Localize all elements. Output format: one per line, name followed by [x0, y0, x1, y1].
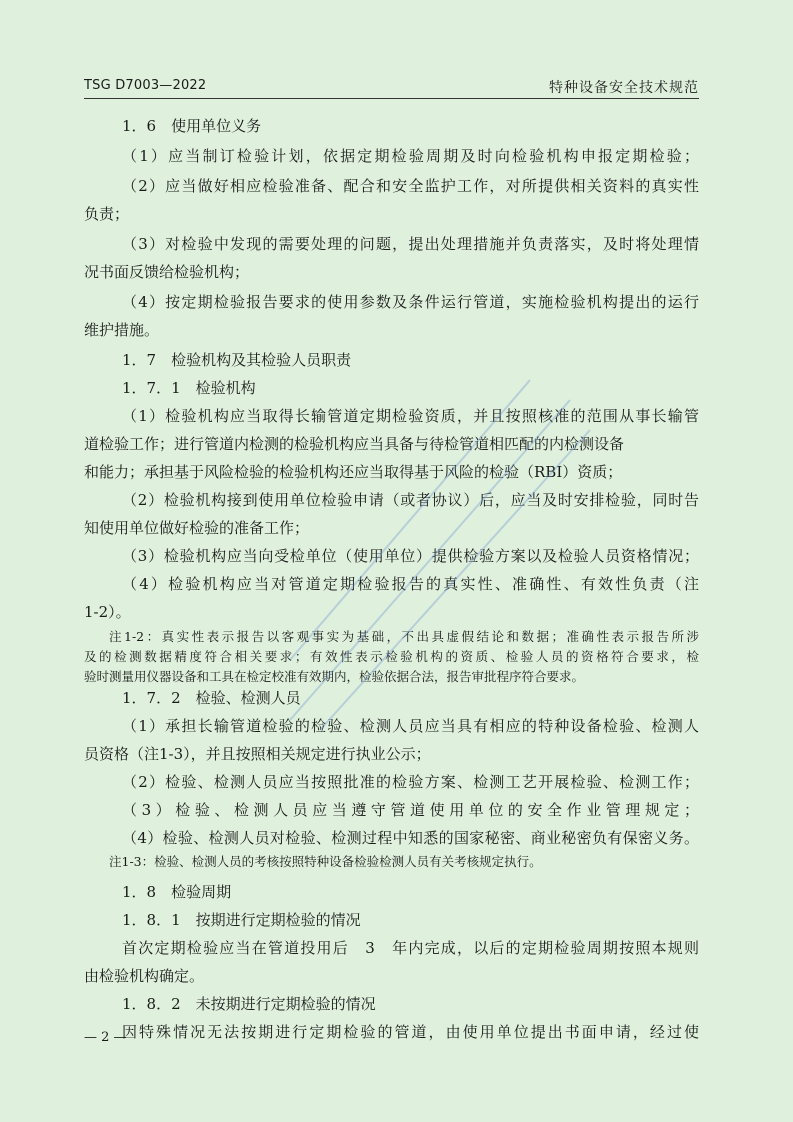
paragraph-line: （2）检验机构接到使用单位检验申请（或者协议）后，应当及时安排检验，同时告: [122, 491, 699, 509]
section-heading: 1．7 检验机构及其检验人员职责: [122, 351, 352, 369]
note-line: 注1-3：检验、检测人员的考核按照特种设备检验检测人员有关考核规定执行。: [109, 854, 542, 869]
paragraph-line: 由检验机构确定。: [84, 967, 205, 985]
section-heading: 1．8．2 未按期进行定期检验的情况: [122, 995, 376, 1013]
section-heading: 1．8．1 按期进行定期检验的情况: [122, 911, 361, 929]
paragraph-line: （1）承担长输管道检验的检验、检测人员应当具有相应的特种设备检验、检测人: [122, 717, 699, 735]
paragraph-line: 道检验工作；进行管道内检测的检验机构应当具备与待检管道相匹配的内检测设备: [84, 435, 625, 453]
section-heading: 1．8 检验周期: [122, 883, 232, 901]
paragraph-line: （4）按定期检验报告要求的使用参数及条件运行管道，实施检验机构提出的运行: [122, 293, 699, 311]
note-line: 及的检测数据精度符合相关要求；有效性表示检验机构的资质、检验人员的资格符合要求，检: [84, 649, 699, 664]
paragraph-line: 因特殊情况无法按期进行定期检验的管道，由使用单位提出书面申请，经过使: [122, 1023, 699, 1041]
paragraph-line: （4）检验机构应当对管道定期检验报告的真实性、准确性、有效性负责（注: [122, 575, 699, 593]
note-line: 验时测量用仪器设备和工具在检定校准有效期内，检验依据合法，报告审批程序符合要求。: [84, 669, 585, 684]
page-number: — 2 —: [84, 1030, 127, 1045]
paragraph-line: （3）检验机构应当向受检单位（使用单位）提供检验方案以及检验人员资格情况；: [122, 547, 699, 565]
paragraph-line: （1）应当制订检验计划，依据定期检验周期及时向检验机构申报定期检验；: [122, 147, 699, 165]
section-heading: 1．6 使用单位义务: [122, 117, 262, 135]
paragraph-line: （4）检验、检测人员对检验、检测过程中知悉的国家秘密、商业秘密负有保密义务。: [122, 829, 699, 847]
paragraph-line: 负责；: [84, 205, 130, 223]
paragraph-line: 和能力；承担基于风险检验的检验机构还应当取得基于风险的检验（RBI）资质；: [84, 463, 623, 481]
standard-code: TSG D7003—2022: [84, 78, 207, 93]
paragraph-line: （2）应当做好相应检验准备、配合和安全监护工作，对所提供相关资料的真实性: [122, 177, 699, 195]
paragraph-line: 1-2）。: [84, 603, 131, 621]
note-line: 注1-2：真实性表示报告以客观事实为基础，不出具虚假结论和数据；准确性表示报告所涉: [109, 629, 699, 644]
paragraph-line: 况书面反馈给检验机构；: [84, 263, 250, 281]
paragraph-line: 首次定期检验应当在管道投用后 3 年内完成，以后的定期检验周期按照本规则: [122, 939, 699, 957]
section-heading: 1．7．1 检验机构: [122, 379, 256, 397]
page-header: [84, 74, 699, 99]
paragraph-line: 维护措施。: [84, 321, 160, 339]
paragraph-line: （1）检验机构应当取得长输管道定期检验资质，并且按照核准的范围从事长输管: [122, 407, 699, 425]
paragraph-line: 知使用单位做好检验的准备工作；: [84, 519, 310, 537]
section-heading: 1．7．2 检验、检测人员: [122, 689, 301, 707]
series-title: 特种设备安全技术规范: [549, 80, 699, 96]
paragraph-line: （3）对检验中发现的需要处理的问题，提出处理措施并负责落实，及时将处理情: [122, 235, 699, 253]
paragraph-line: 员资格（注1-3），并且按照相关规定进行执业公示；: [84, 745, 431, 763]
paragraph-line: （3）检验、检测人员应当遵守管道使用单位的安全作业管理规定；: [122, 801, 699, 819]
paragraph-line: （2）检验、检测人员应当按照批准的检验方案、检测工艺开展检验、检测工作；: [122, 773, 699, 791]
